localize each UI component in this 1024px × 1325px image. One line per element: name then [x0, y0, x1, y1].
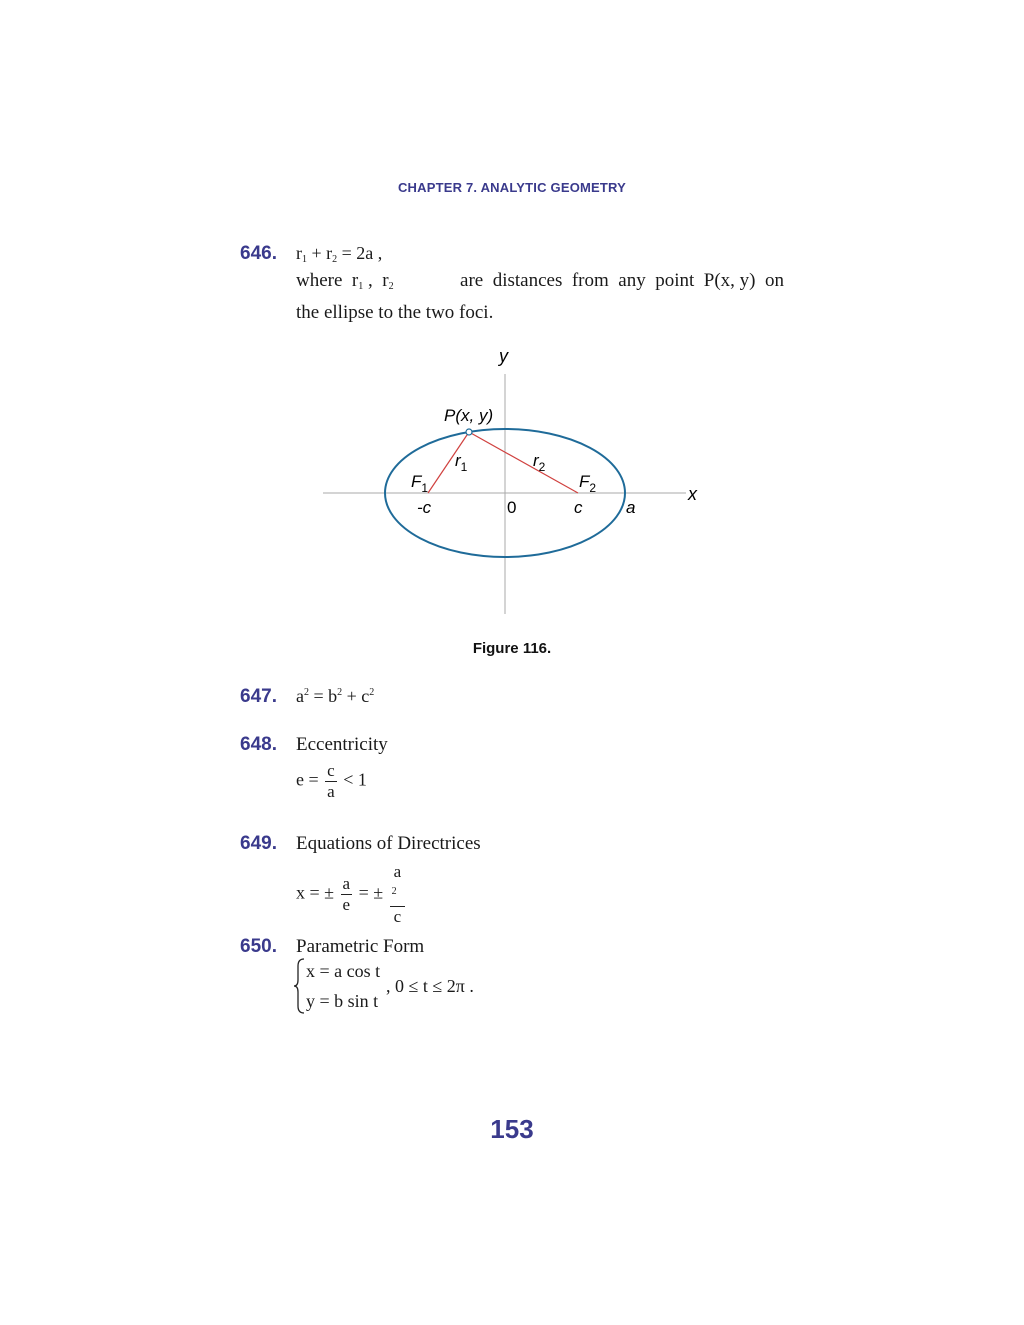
label-main: r — [455, 451, 461, 470]
description-line: the ellipse to the two foci. — [296, 302, 494, 323]
denominator: e — [342, 895, 351, 914]
formula-text: + r — [307, 243, 333, 263]
item-number-648: 648. — [240, 734, 277, 755]
desc-sub: 1 — [358, 281, 364, 292]
eccentricity-formula — [296, 761, 367, 802]
formula-text: = 2a , — [337, 243, 383, 263]
label-sub: 1 — [421, 481, 429, 495]
desc-sub: 2 — [388, 281, 394, 292]
item-title-648: Eccentricity — [296, 734, 388, 755]
formula-sup: 2 — [304, 687, 309, 698]
label-main: r — [533, 451, 539, 470]
item-title-650: Parametric Form — [296, 936, 425, 957]
formula-text: a — [296, 686, 304, 706]
label-sub: 1 — [460, 460, 468, 474]
label-sub: 2 — [589, 481, 597, 495]
formula-text: = b — [309, 686, 338, 706]
formula-text: < 1 — [343, 769, 367, 790]
item-title-649: Equations of Directrices — [296, 833, 481, 854]
c-label: c — [574, 498, 583, 517]
point-p-label: P(x, y) — [444, 406, 494, 425]
parametric-y: y = b sin t — [306, 991, 379, 1011]
fraction — [325, 761, 337, 802]
formula-sup: 2 — [337, 687, 343, 698]
fraction — [341, 874, 353, 915]
formula-sub: 2 — [332, 254, 338, 265]
numerator: c — [327, 761, 335, 780]
y-axis-label: y — [499, 346, 508, 366]
parametric-x: x = a cos t — [306, 961, 381, 981]
numerator-sup: 2 — [391, 886, 397, 897]
item-number-649: 649. — [240, 833, 277, 854]
directrices-formula — [296, 862, 407, 927]
left-brace — [294, 958, 306, 1014]
ellipse-sum-formula — [296, 243, 382, 265]
description-text — [296, 268, 394, 300]
a-label: a — [626, 498, 636, 517]
item-number-646: 646. — [240, 243, 277, 264]
formula-sup: 2 — [369, 687, 375, 698]
numerator-base: a — [393, 862, 402, 881]
desc-part: , r — [363, 270, 389, 291]
numerator: a — [342, 874, 351, 893]
item-646-description — [296, 268, 784, 326]
denominator: a — [327, 782, 335, 801]
abc-relation-formula — [296, 686, 374, 707]
r1-label — [455, 451, 468, 474]
f1-label — [411, 472, 428, 495]
origin-label: 0 — [507, 498, 517, 517]
formula-text: e = — [296, 769, 319, 790]
chapter-header: CHAPTER 7. ANALYTIC GEOMETRY — [397, 180, 627, 195]
formula-text: r — [296, 243, 302, 263]
desc-part: where r — [296, 270, 359, 291]
formula-sub: 1 — [302, 254, 307, 265]
page-number: 153 — [490, 1114, 534, 1144]
r2-segment — [469, 432, 578, 493]
numerator — [390, 862, 406, 907]
desc-part: are distances from any point P(x, y) on — [450, 270, 784, 291]
item-number-650: 650. — [240, 936, 277, 957]
fraction — [390, 862, 406, 927]
neg-c-label: -c — [417, 498, 432, 517]
formula-text: = ± — [358, 882, 384, 903]
r2-label — [533, 451, 546, 474]
formula-text: x = ± — [296, 882, 335, 903]
denominator: c — [393, 907, 402, 926]
label-main: F — [579, 472, 590, 491]
f2-label — [579, 472, 596, 495]
label-sub: 2 — [538, 460, 546, 474]
point-p-marker — [466, 429, 472, 435]
item-number-647: 647. — [240, 686, 277, 707]
description-line — [296, 268, 784, 300]
label-main: F — [411, 472, 422, 491]
x-axis-label: x — [688, 484, 697, 504]
parametric-range: , 0 ≤ t ≤ 2π . — [386, 976, 474, 996]
figure-caption: Figure 116. — [472, 640, 552, 657]
formula-text: + c — [342, 686, 370, 706]
ellipse-figure — [0, 340, 1024, 640]
